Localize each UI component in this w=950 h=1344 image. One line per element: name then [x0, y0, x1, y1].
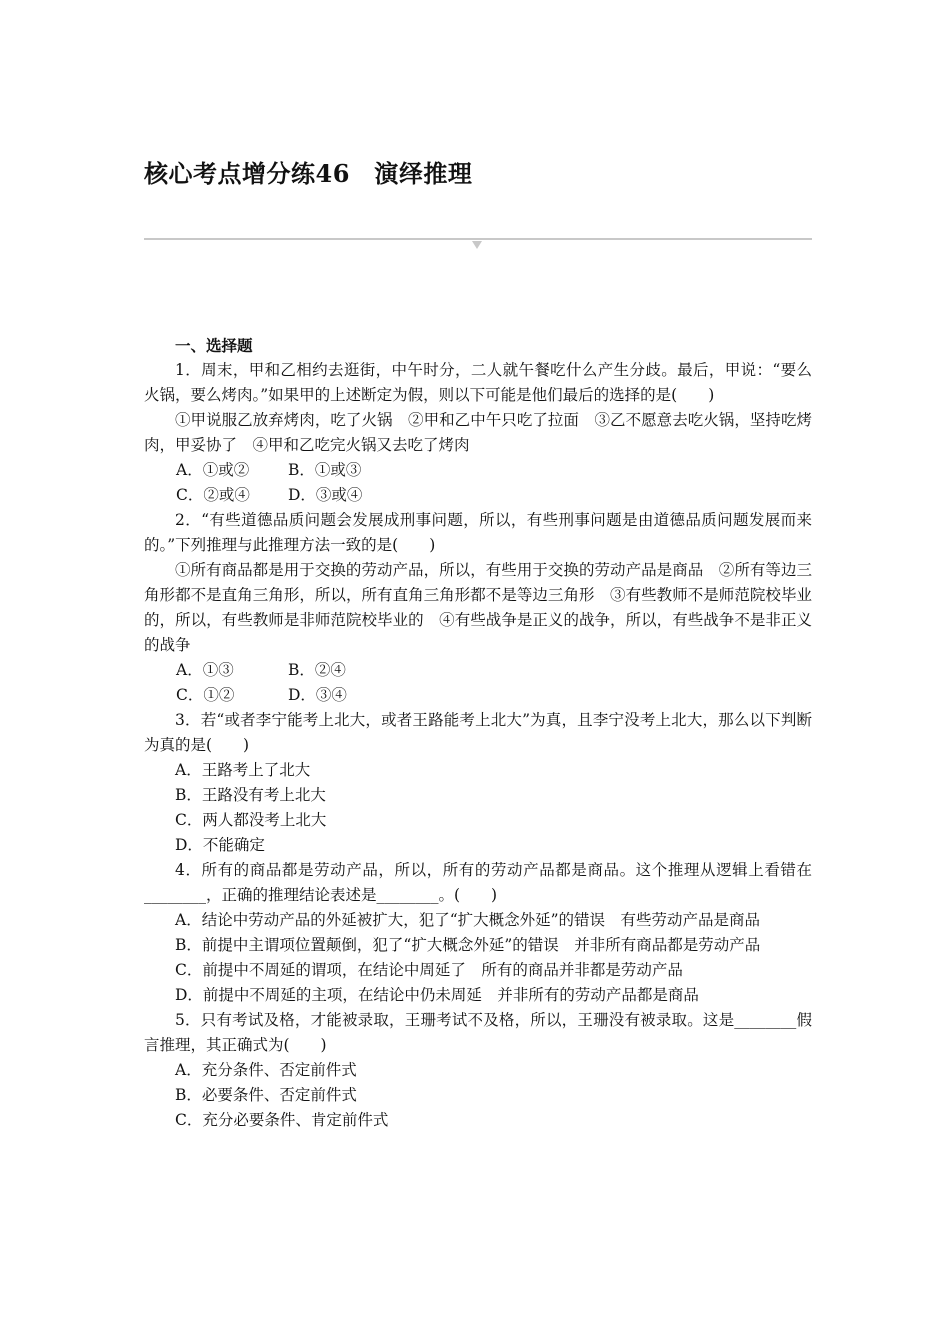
question-4-option-c: C．前提中不周延的谓项，在结论中周延了 所有的商品并非都是劳动产品: [175, 961, 683, 979]
divider-arrow-icon: [472, 241, 482, 249]
question-3-option-a: A．王路考上了北大: [175, 761, 311, 779]
question-3-option-c: C．两人都没考上北大: [175, 811, 327, 829]
question-2-option-b: B．②④: [288, 661, 346, 679]
title-divider: [144, 238, 812, 240]
question-2-option-d: D．③④: [288, 686, 347, 704]
question-1-option-d: D．③或④: [288, 486, 363, 504]
question-3-option-d: D．不能确定: [175, 836, 265, 854]
question-5-option-c: C．充分必要条件、肯定前件式: [175, 1111, 389, 1129]
question-2-option-c: C．①②: [176, 686, 235, 704]
question-2-option-a: A．①③: [176, 661, 234, 679]
question-1-items: ①甲说服乙放弃烤肉，吃了火锅 ②甲和乙中午只吃了拉面 ③乙不愿意去吃火锅，坚持吃烤肉，甲妥协了 ④甲和乙吃完火锅又去吃了烤肉: [144, 411, 812, 454]
question-2-stem: 2．“有些道德品质问题会发展成刑事问题，所以，有些刑事问题是由道德品质问题发展而来的。”下列推理与此推理方法一致的是( ): [144, 511, 812, 554]
section-heading: 一、选择题: [175, 336, 253, 355]
question-3-stem: 3．若“或者李宁能考上北大，或者王路能考上北大”为真，且李宁没考上北大，那么以下判断为真的是( ): [144, 711, 812, 754]
question-1-option-b: B．①或③: [288, 461, 362, 479]
question-1-options-row-2: [144, 483, 812, 508]
question-4-option-d: D．前提中不周延的主项，在结论中仍未周延 并非所有的劳动产品都是商品: [175, 986, 699, 1004]
question-5-stem: 5．只有考试及格，才能被录取，王珊考试不及格，所以，王珊没有被录取。这是________假言推理，其正确式为( ): [144, 1011, 812, 1054]
question-1-option-c: C．②或④: [176, 486, 250, 504]
question-4-option-b: B．前提中主谓项位置颠倒，犯了“扩大概念外延”的错误 并非所有商品都是劳动产品: [175, 936, 761, 954]
question-1-stem: 1．周末，甲和乙相约去逛街，中午时分，二人就午餐吃什么产生分歧。最后，甲说：“要么火锅，要么烤肉。”如果甲的上述断定为假，则以下可能是他们最后的选择的是( ): [144, 361, 812, 404]
question-5-option-a: A．充分条件、否定前件式: [175, 1061, 357, 1079]
question-3-option-b: B．王路没有考上北大: [175, 786, 326, 804]
question-4-option-a: A．结论中劳动产品的外延被扩大，犯了“扩大概念外延”的错误 有些劳动产品是商品: [175, 911, 761, 929]
question-1-option-a: A．①或②: [176, 461, 250, 479]
question-2-options-row-2: [144, 683, 812, 708]
question-2-items: ①所有商品都是用于交换的劳动产品，所以，有些用于交换的劳动产品是商品 ②所有等边三角形都不是直角三角形，所以，所有直角三角形都不是等边三角形 ③有些教师不是师范院校毕业的，所以，有些教师是非师范院校毕业的 ④有些战争是正义的战争，所以，有些战争不是非正义的战争: [144, 561, 812, 654]
question-1-options-row-1: [144, 458, 812, 483]
question-4-stem: 4．所有的商品都是劳动产品，所以，所有的劳动产品都是商品。这个推理从逻辑上看错在________，正确的推理结论表述是________。( ): [144, 861, 812, 904]
question-5-option-b: B．必要条件、否定前件式: [175, 1086, 357, 1104]
question-2-options-row-1: [144, 658, 812, 683]
page-title: 核心考点增分练46 演绎推理: [144, 159, 473, 188]
question-list: [144, 333, 812, 1133]
